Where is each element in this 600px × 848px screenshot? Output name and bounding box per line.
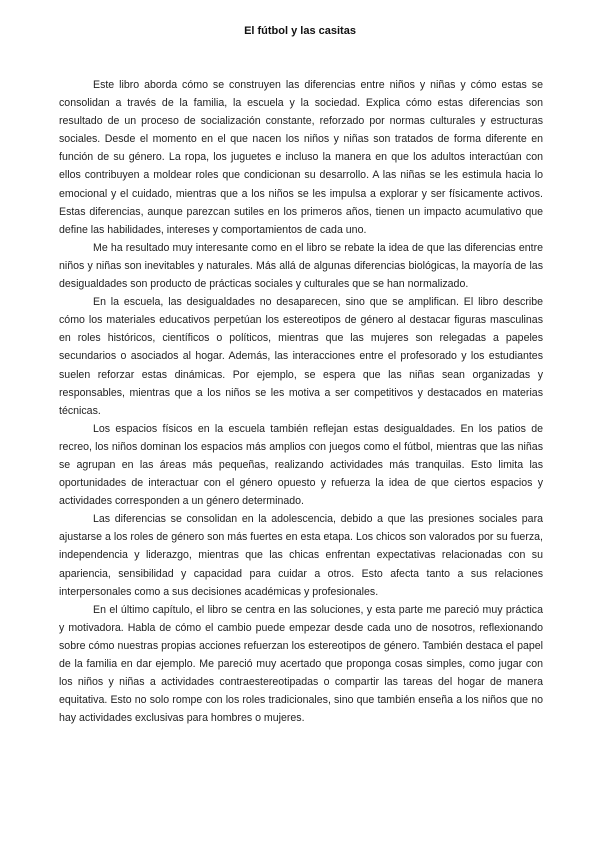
paragraph-5: Las diferencias se consolidan en la adolescencia, debido a que las presiones sociales para ajustarse a los roles de género son más fuertes en esta etapa. Los chicos son valorados por su fuerza, independencia y liderazgo, mientras que las chicas enfrentan expectativas relacionadas con su apariencia, sensibilidad y capacidad para cuidar a otros. Esto afecta tanto a sus relaciones interpersonales como a sus decisiones académicas y profesionales. [59,513,543,598]
document-title: El fútbol y las casitas [244,25,356,37]
paragraph-3: En la escuela, las desigualdades no desaparecen, sino que se amplifican. El libro describe cómo los materiales educativos perpetúan los estereotipos de género al destacar figuras masculinas en roles históricos, científicos o políticos, mientras que las mujeres son relegadas a papeles secundarios o asociados al hogar. Además, las interacciones entre el profesorado y los estudiantes suelen reforzar estas dinámicas. Por ejemplo, se espera que las niñas sean organizadas y responsables, mientras que a los niños se les motiva a ser competitivos y destacados en materias técnicas. [59,296,543,417]
paragraph-4: Los espacios físicos en la escuela también reflejan estas desigualdades. En los patios de recreo, los niños dominan los espacios más amplios con juegos como el fútbol, mientras que las niñas se agrupan en las áreas más pequeñas, realizando actividades más tranquilas. Esto limita las oportunidades de interactuar con el género opuesto y refuerza la idea de que ciertos espacios y actividades corresponden a un género determinado. [59,422,543,508]
paragraph-6: En el último capítulo, el libro se centra en las soluciones, y esta parte me pareció muy práctica y motivadora. Habla de cómo el cambio puede empezar desde cada uno de nosotros, reflexionando sobre cómo nuestras propias acciones refuerzan los estereotipos de género. También destaca el papel de la familia en dar ejemplo. Me pareció muy acertado que proponga cosas simples, como jugar con los niños y niñas a actividades contraestereotipadas o compartir las tareas del hogar de manera equitativa. Esto no solo rompe con los roles tradicionales, sino que también enseña a los niños que no hay actividades exclusivas para hombres o mujeres. [59,603,543,725]
paragraph-1: Este libro aborda cómo se construyen las diferencias entre niños y niñas y cómo estas se consolidan a través de la familia, la escuela y la sociedad. Explica cómo estas diferencias son resultado de un proceso de socialización constante, reforzado por normas culturales y estructuras sociales. Desde el momento en el que nacen los niños y niñas son tratados de forma diferente en función de su género. La ropa, los juguetes e incluso la manera en que los adultos interactúan con ellos contribuyen a moldear roles que condicionan su desarrollo. A las niñas se les estimula hacia lo emocional y el cuidado, mientras que a los niños se les impulsa a explorar y ser físicamente activos. Estas diferencias, aunque parezcan sutiles en los primeros años, tienen un impacto acumulativo que define las habilidades, intereses y comportamientos de cada uno. [59,79,543,236]
paragraph-2: Me ha resultado muy interesante como en el libro se rebate la idea de que las diferencias entre niños y niñas son inevitables y naturales. Más allá de algunas diferencias biológicas, la mayoría de las desigualdades son producto de prácticas sociales y culturales que se han normalizado. [59,241,543,291]
document-body [59,76,543,727]
